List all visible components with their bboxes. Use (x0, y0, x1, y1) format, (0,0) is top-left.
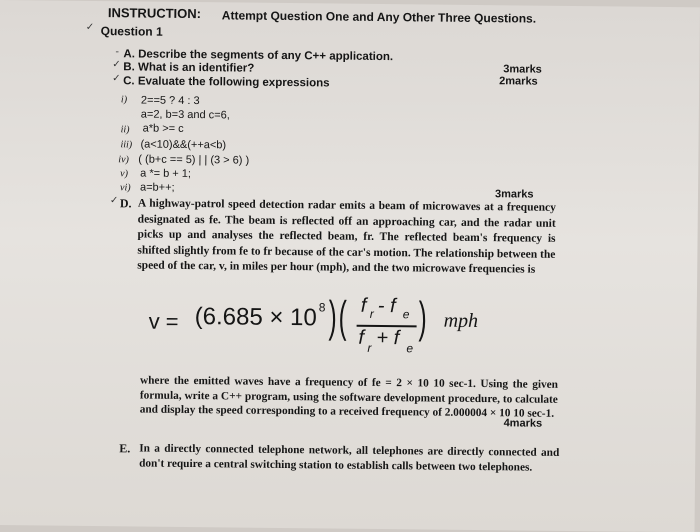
part-d-text: A highway-patrol speed detection radar emits a beam of microwaves at a frequency designated as fe. The beam is reflected off an approaching car, and the radar unit picks up and analyses the reflected beam, fr. The reflected beam's frequency is shifted slightly from fe to fr because of the car's motion. The relationship between the speed of the car, v, in miles per hour (mph), and the two microwave frequencies is (137, 197, 556, 276)
expr-1-line-1: 2==5 ? 4 : 3 (140, 94, 200, 108)
marks-c: 3marks (494, 188, 534, 201)
den-f: f (358, 326, 365, 349)
expr-2: a*b >= c (142, 122, 184, 135)
formula-exp: 8 (318, 300, 326, 315)
num-sub-r: r (369, 306, 374, 321)
marks-a: 3marks (503, 63, 542, 76)
expr-num-5: v) (120, 168, 129, 180)
part-c: C. Evaluate the following expressions (123, 75, 330, 90)
expr-num-3: iii) (120, 139, 133, 151)
checkmark-icon: ✓ (85, 21, 95, 33)
part-b: B. What is an identifier? (123, 61, 255, 75)
checkmark-icon: ✓ (109, 195, 119, 207)
speed-formula (148, 285, 509, 369)
part-d-label: D. (119, 196, 132, 211)
checkmark-icon: ✓ (112, 59, 121, 71)
paren-close: ) (418, 293, 428, 343)
marks-d: 4marks (503, 417, 543, 430)
instruction-label: INSTRUCTION: (107, 5, 202, 22)
paren-right: ) (328, 292, 338, 342)
den-plus-f: + f (376, 326, 400, 350)
expr-5: a *= b + 1; (140, 167, 192, 181)
part-e-label: E. (119, 441, 131, 456)
den-sub-e: e (406, 341, 414, 356)
expr-num-1: i) (120, 94, 128, 106)
instruction-text: Attempt Question One and Any Other Three Questions. (221, 8, 537, 26)
question-title: Question 1 (100, 24, 163, 39)
paren-left: ( (338, 292, 348, 342)
expr-3: (a<10)&&(++a<b) (140, 138, 227, 152)
expr-1-line-2: a=2, b=3 and c=6, (140, 108, 230, 122)
part-a: A. Describe the segments of any C++ application. (123, 48, 394, 64)
expr-num-4: iv) (118, 154, 129, 166)
num-minus-f: - f (377, 294, 396, 318)
den-sub-r: r (367, 340, 372, 355)
part-d-text-2: where the emitted waves have a frequency of fe = 2 × 10 10 sec-1. Using the given formula, write a C++ program, using the software development procedure, to calculate and display the speed corresponding to a received frequency of 2.000004 × 10 10 sec-1. (139, 374, 559, 420)
checkmark-icon: ✓ (112, 73, 121, 85)
expr-num-6: vi) (119, 182, 131, 194)
formula-unit: mph (443, 309, 479, 333)
expr-num-2: ii) (120, 124, 130, 136)
formula-lhs: v = (148, 308, 179, 334)
num-f: f (360, 294, 367, 317)
marks-b: 2marks (499, 75, 538, 88)
expr-4: ( (b+c == 5) | | (3 > 6) ) (138, 153, 250, 167)
num-sub-e: e (402, 307, 410, 322)
expr-6: a=b++; (139, 181, 175, 194)
checkmark-icon: - (115, 46, 119, 58)
part-e-text: In a directly connected telephone network, all telephones are directly connected and don't require a central switching station to establish calls between two telephones. (139, 442, 560, 474)
formula-coef: (6.685 × 10 (194, 303, 317, 332)
